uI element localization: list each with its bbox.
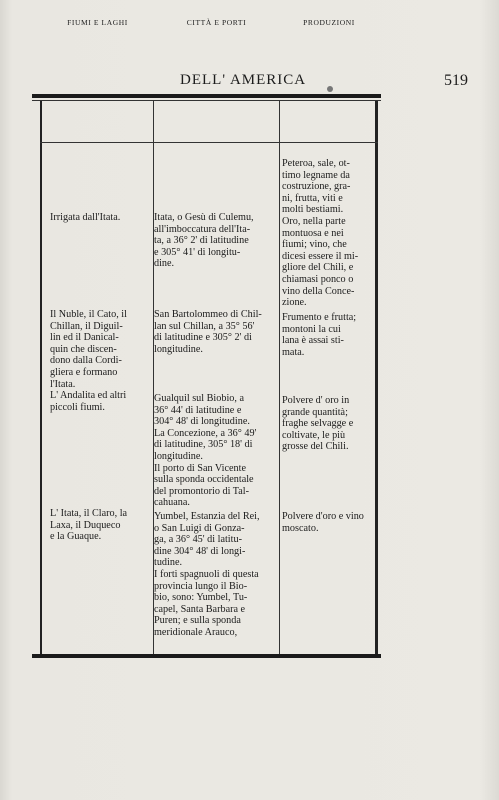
text-line: Chillan, il Diguil- — [50, 320, 123, 332]
table-header-row — [40, 101, 378, 143]
text-line: coltivate, le più — [282, 429, 346, 441]
text-line: Itata, o Gesù di Culemu, — [154, 212, 254, 223]
cities-cell — [154, 212, 274, 270]
text-line: fiumi; vino, che — [282, 239, 347, 251]
text-line: o San Luigi di Gonza- — [154, 522, 245, 534]
text-line: lana è assai sti- — [282, 335, 344, 347]
products-cell — [282, 395, 374, 453]
text-line: L' Andalita ed altri — [50, 390, 127, 401]
column-header-rivers: FIUMI E LAGHI — [67, 18, 128, 27]
text-line: lan sul Chillan, a 35° 56' — [154, 320, 255, 332]
text-line: Polvere d' oro in — [282, 395, 350, 406]
text-line: ni, frutta, viti e — [282, 192, 343, 204]
text-line: 304° 48' di longitudine. — [154, 416, 250, 428]
text-line: cahuana. — [154, 497, 190, 509]
ink-spot — [327, 86, 333, 92]
bottom-rule — [32, 654, 381, 658]
rivers-cell — [50, 212, 150, 224]
cities-cell — [154, 511, 274, 639]
text-line: Polvere d'oro e vino — [282, 511, 364, 522]
text-line: sulla sponda occidentale — [154, 474, 254, 486]
cities-cell — [154, 393, 274, 509]
text-line: longitudine. — [154, 343, 203, 355]
text-line: dine. — [154, 258, 175, 270]
text-line: La Concezione, a 36° 49' — [154, 427, 257, 439]
top-rule — [32, 94, 381, 98]
text-line: Irrigata dall'Itata. — [50, 212, 121, 223]
text-line: montoni la cui — [282, 323, 341, 335]
text-line: chiamasi ponco o — [282, 273, 354, 285]
text-line: piccoli fiumi. — [50, 401, 105, 413]
text-line: bio, sono: Yumbel, Tu- — [154, 592, 248, 604]
text-line: longitudine. — [154, 450, 203, 462]
products-cell — [282, 312, 374, 358]
text-line: gliera e formano — [50, 366, 118, 378]
text-line: vino della Conce- — [282, 285, 355, 297]
text-line: dono dalla Cordi- — [50, 355, 122, 367]
column-divider — [279, 101, 280, 654]
text-line: gliore del Chili, e — [282, 262, 354, 274]
rivers-cell — [50, 390, 150, 413]
text-line: grande quantità; — [282, 406, 348, 418]
text-line: lin ed il Danical- — [50, 332, 119, 344]
rivers-cell — [50, 508, 150, 543]
text-line: Laxa, il Duqueco — [50, 519, 121, 531]
text-line: l'Itata. — [50, 378, 76, 390]
text-line: San Bartolommeo di Chil- — [154, 309, 262, 320]
text-line: all'imboccatura dell'Ita- — [154, 223, 251, 235]
text-line: 36° 44' di latitudine e — [154, 404, 242, 416]
text-line: molti bestiami. — [282, 204, 344, 216]
text-line: moscato. — [282, 522, 319, 534]
text-line: dicesi essere il mi- — [282, 250, 359, 262]
text-line: Peteroa, sale, ot- — [282, 158, 350, 169]
text-line: Puren; e sulla sponda — [154, 615, 241, 627]
text-line: Il Nuble, il Cato, il — [50, 309, 127, 320]
text-line: capel, Santa Barbara e — [154, 603, 246, 615]
text-line: e la Guaque. — [50, 531, 102, 543]
text-line: fraghe selvagge e — [282, 418, 354, 430]
text-line: ta, a 36° 2' di latitudine — [154, 235, 249, 247]
column-header-products: PRODUZIONI — [303, 18, 355, 27]
text-line: di latitudine, 305° 18' di — [154, 439, 253, 451]
running-head — [30, 72, 470, 94]
text-line: ga, a 36° 45' di latitu- — [154, 534, 242, 546]
rivers-cell — [50, 309, 150, 390]
cities-cell — [154, 309, 274, 355]
text-line: zione. — [282, 297, 307, 309]
text-line: L' Itata, il Claro, la — [50, 508, 128, 519]
text-line: Yumbel, Estanzia del Rei, — [154, 511, 260, 522]
text-line: Frumento e frutta; — [282, 312, 357, 323]
running-title: DELL' AMERICA — [180, 72, 307, 88]
text-line: provincia lungo il Bio- — [154, 580, 248, 592]
page-number: 519 — [444, 72, 468, 89]
products-cell — [282, 158, 374, 309]
text-line: montuosa e nei — [282, 227, 344, 239]
text-line: Gualquil sul Biobio, a — [154, 393, 244, 404]
text-line: grosse del Chili. — [282, 441, 349, 453]
text-line: del promontorio di Tal- — [154, 485, 250, 497]
text-line: mata. — [282, 346, 305, 358]
text-line: timo legname da — [282, 169, 350, 181]
text-line: I forti spagnuoli di questa — [154, 568, 259, 580]
text-line: quin che discen- — [50, 343, 117, 355]
text-line: e 305° 41' di longitu- — [154, 246, 241, 258]
column-header-cities: CITTÀ E PORTI — [186, 18, 247, 27]
text-line: Oro, nella parte — [282, 215, 346, 227]
text-line: di latitudine e 305° 2' di — [154, 332, 252, 344]
text-line: tudine. — [154, 557, 183, 569]
text-line: costruzione, gra- — [282, 181, 351, 193]
text-line: meridionale Arauco, — [154, 626, 238, 638]
products-cell — [282, 511, 374, 534]
text-line: dine 304° 48' di longi- — [154, 545, 246, 557]
text-line: Il porto di San Vicente — [154, 462, 246, 474]
